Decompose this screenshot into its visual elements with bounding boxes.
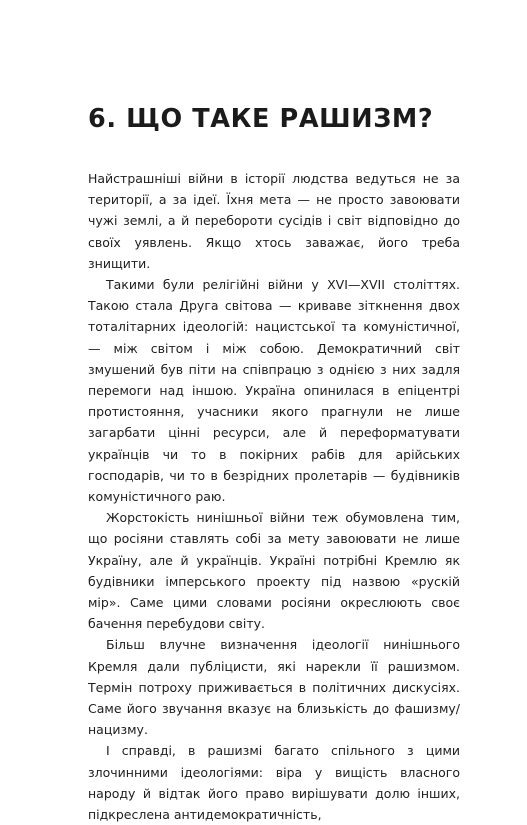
paragraph-2: Такими були релігійні війни у XVI—XVII століттях. Такою стала Друга світова — криваве зіткнення двох тоталітарних ідеологій: нацистської та комуністичної, — між світом і між собою. Демократичний світ змушений був піти на співпрацю з однією з них задля перемоги над іншою. Україна опинилася в епіцентрі протистояння, учасники якого прагнули не лише загарбати цінні ресурси, але й переформатувати українців чи то в покірних рабів для арійських господарів, чи то в безрідних пролетарів — будівників комуністичного раю. xyxy=(88,277,460,505)
body-text xyxy=(88,168,460,825)
paragraph-3: Жорстокість нинішньої війни теж обумовлена тим, що росіяни ставлять собі за мету завоювати не лише Україну, але й українців. Україні потрібні Кремлю як будівники імперського проекту під назвою «рускій мір». Саме цими словами росіяни окреслюють своє бачення перебудови світу. xyxy=(88,510,460,632)
paragraph-4: Більш влучне визначення ідеології нинішнього Кремля дали публіцисти, які нарекли її рашизмом. Термін потроху приживається в політичних дискусіях. Саме його звучання вказує на близькість до фашизму/нацизму. xyxy=(88,637,460,738)
paragraph-1: Найстрашніші війни в історії людства ведуться не за території, а за ідеї. Їхня мета — не просто завоювати чужі землі, а й перебороти сусідів і світ відповідно до своїх уявлень. Якщо хтось заважає, його треба знищити. xyxy=(88,171,460,271)
paragraph-5: І справді, в рашизмі багато спільного з цими злочинними ідеологіями: віра у вищість власного народу й відтак його право вирішувати долю інших, підкреслена антидемократичність, xyxy=(88,743,460,823)
chapter-title: 6. ЩО ТАКЕ РАШИЗМ? xyxy=(88,104,434,134)
